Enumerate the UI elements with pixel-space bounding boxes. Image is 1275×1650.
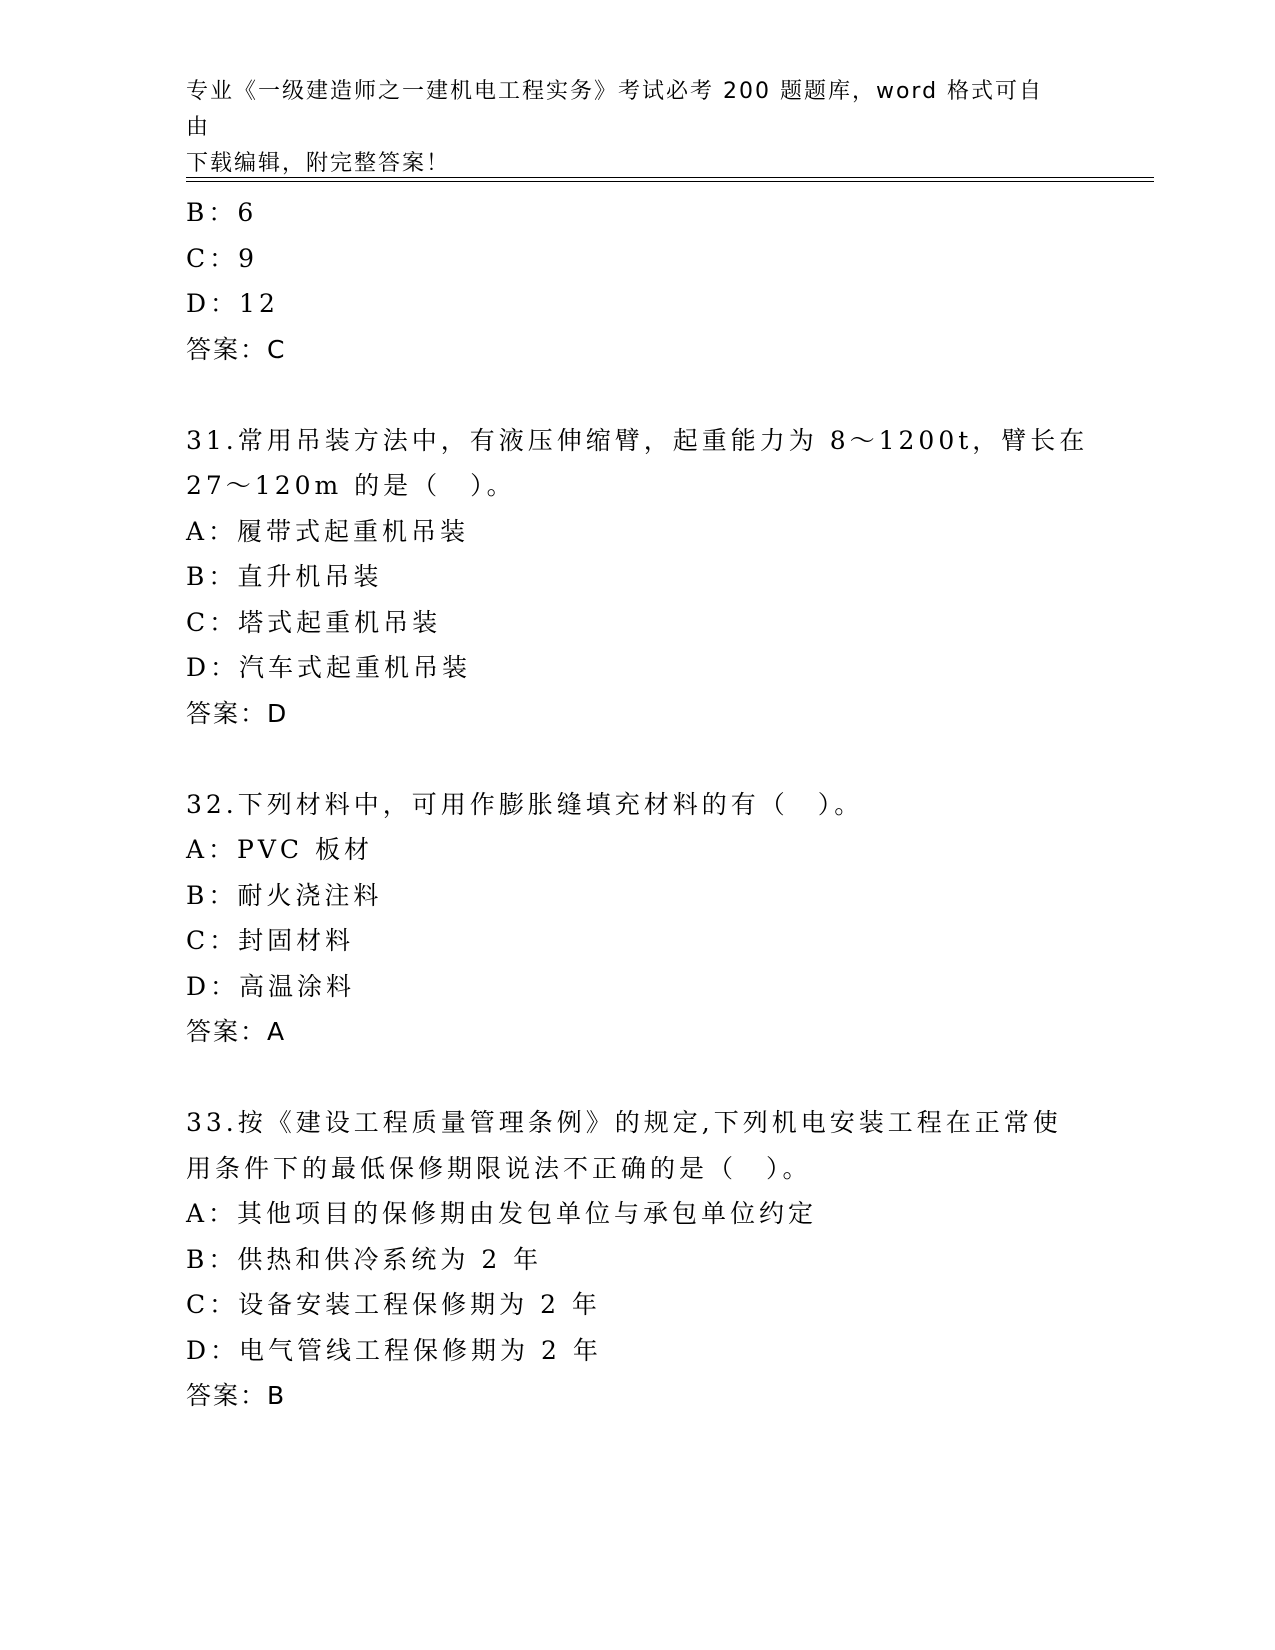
header-line-1: 专业《一级建造师之一建机电工程实务》考试必考 200 题题库，word 格式可自由: [186, 79, 1044, 140]
option-c: C：9: [186, 243, 259, 273]
question-33-stem-line-1: 33.按《建设工程质量管理条例》的规定,下列机电安装工程在正常使: [186, 1108, 1062, 1137]
question-content: [186, 190, 1089, 1419]
option-c: C：设备安装工程保修期为 2 年: [186, 1290, 601, 1319]
option-a: A：其他项目的保修期由发包单位与承包单位约定: [186, 1199, 818, 1228]
question-32-block: [186, 782, 1066, 1055]
question-33-stem-line-2: 用条件下的最低保修期限说法不正确的是（ ）。: [186, 1153, 812, 1183]
option-d: D：汽车式起重机吊装: [186, 653, 472, 682]
option-c: C：塔式起重机吊装: [186, 607, 442, 637]
option-a: A：PVC 板材: [186, 835, 374, 864]
option-a: A：履带式起重机吊装: [186, 516, 470, 546]
option-d: D：高温涂料: [186, 971, 356, 1001]
option-c: C：封固材料: [186, 926, 355, 955]
option-b: B：6: [186, 198, 258, 227]
document-header: [186, 74, 1066, 182]
answer-line: 答案：D: [186, 698, 289, 728]
option-b: B：直升机吊装: [186, 562, 383, 591]
question-32-stem-line-1: 32.下列材料中，可用作膨胀缝填充材料的有（ ）。: [186, 789, 864, 819]
question-31-stem-line-2: 27～120m 的是（ ）。: [186, 471, 516, 500]
question-33-block: [186, 1100, 1066, 1419]
answer-line: 答案：C: [186, 334, 287, 364]
header-divider: [186, 177, 1154, 182]
question-31-block: [186, 418, 1089, 737]
spacer: [186, 736, 1066, 782]
option-d: D：电气管线工程保修期为 2 年: [186, 1335, 602, 1365]
question-31-stem-line-1: 31.常用吊装方法中，有液压伸缩臂，起重能力为 8～1200t，臂长在: [186, 425, 1089, 455]
spacer: [186, 1055, 1066, 1101]
prev-question-block: [186, 190, 1066, 372]
answer-line: 答案：A: [186, 1017, 287, 1046]
option-b: B：供热和供冷系统为 2 年: [186, 1244, 543, 1274]
option-d: D：12: [186, 289, 279, 318]
header-line-2: 下载编辑，附完整答案！: [186, 151, 451, 176]
spacer: [186, 372, 1066, 418]
answer-line: 答案：B: [186, 1381, 287, 1410]
option-b: B：耐火浇注料: [186, 880, 383, 910]
